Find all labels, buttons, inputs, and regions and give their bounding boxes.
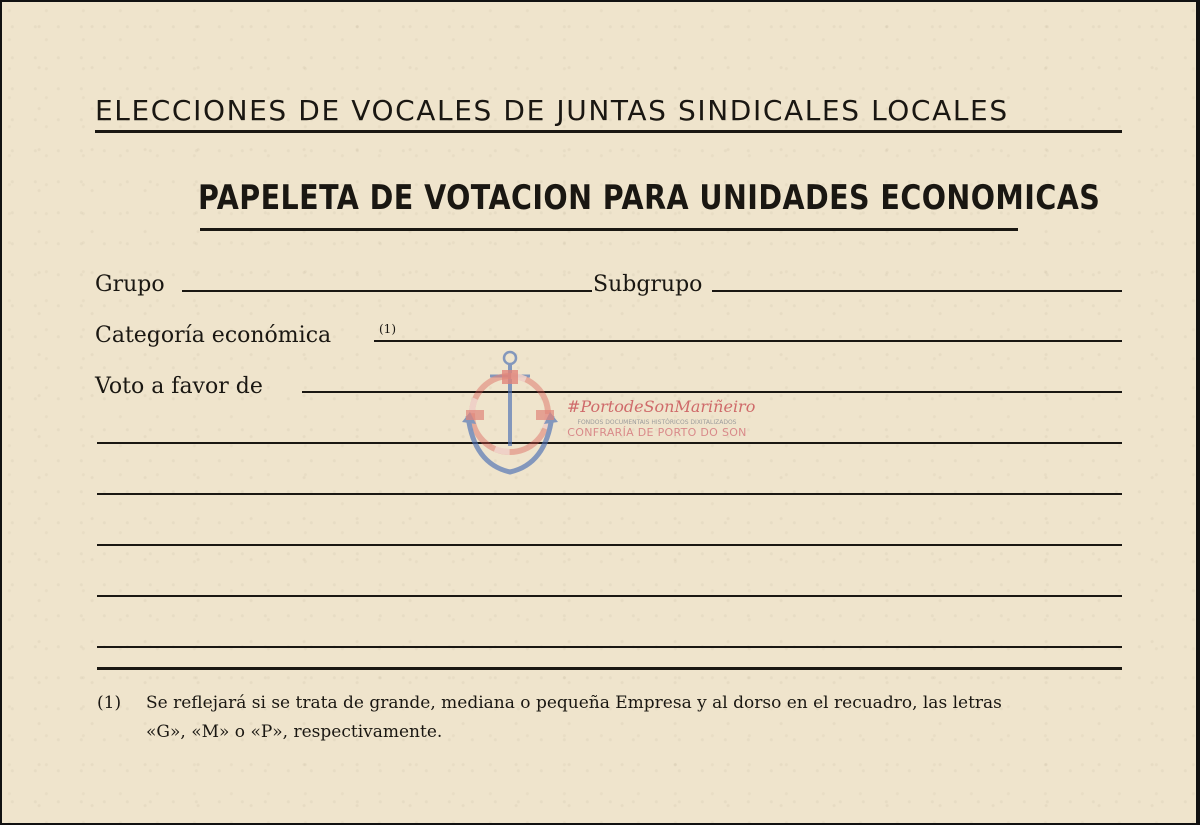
subgrupo-blank-line: [712, 290, 1122, 292]
watermark-text: [567, 397, 756, 439]
watermark-brand: #PortodeSonMariñeiro: [567, 397, 756, 416]
blank-line: [97, 493, 1122, 495]
voto-label: Voto a favor de: [95, 374, 263, 399]
blank-line: [97, 544, 1122, 546]
subgrupo-label: Subgrupo: [593, 272, 703, 297]
ballot-card: [2, 2, 1196, 823]
subtitle-underline: [200, 228, 1018, 231]
blank-line: [97, 646, 1122, 648]
footnote-mark: (1): [97, 693, 122, 713]
document-subtitle: PAPELETA DE VOTACION PARA UNIDADES ECONOMICAS: [198, 178, 1101, 218]
watermark-organization: CONFRARÍA DE PORTO DO SON: [567, 426, 747, 439]
footnote-line-1: Se reflejará si se trata de grande, mediana o pequeña Empresa y al dorso en el recuadro, las letras: [146, 693, 1002, 713]
blank-line: [97, 442, 1122, 444]
closing-rule: [97, 667, 1122, 670]
footnote-line-2: «G», «M» o «P», respectivamente.: [146, 722, 443, 742]
categoria-footnote-ref: (1): [379, 322, 396, 336]
footnote-text: [146, 689, 1002, 747]
blank-line: [97, 595, 1122, 597]
document-title: ELECCIONES DE VOCALES DE JUNTAS SINDICALES LOCALES: [95, 94, 1009, 127]
voto-blank-line: [302, 391, 1122, 393]
categoria-blank-line: [374, 340, 1122, 342]
grupo-label: Grupo: [95, 272, 165, 297]
grupo-blank-line: [182, 290, 592, 292]
watermark-subtitle: FONDOS DOCUMENTAIS HISTÓRICOS DIXITALIZADOS: [577, 419, 737, 426]
anchor-lifebuoy-icon: [460, 346, 560, 481]
categoria-label: Categoría económica: [95, 323, 332, 348]
title-underline: [95, 130, 1122, 133]
